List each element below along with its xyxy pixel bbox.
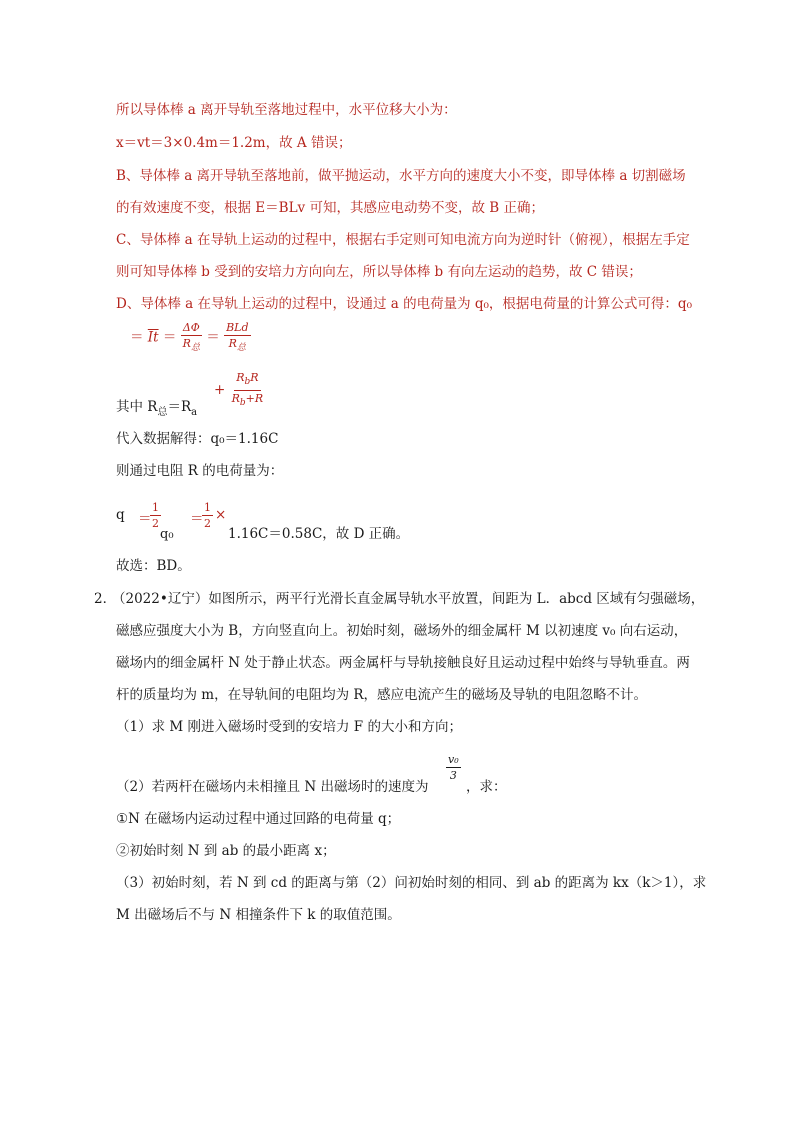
total-resistance-eq: ＝R <box>167 399 192 415</box>
velocity-fraction <box>446 752 461 783</box>
fraction-numerator: 1 <box>152 501 159 514</box>
question-part-2-tail: ，求： <box>466 779 507 795</box>
solution-para-2: x＝vt＝3×0.4m＝1.2m，故 A 错误； <box>116 135 352 151</box>
substitution-line: 代入数据解得：q₀＝1.16C <box>116 431 279 447</box>
fraction-numerator: 1 <box>204 501 211 514</box>
fraction-denominator: 2 <box>152 517 159 530</box>
fraction-numerator: ΔΦ <box>182 321 200 334</box>
q-eq-2: ＝ <box>190 511 204 527</box>
solution-para-1: 所以导体棒 a 离开导轨至落地过程中，水平位移大小为： <box>116 102 457 118</box>
parallel-fraction <box>230 370 266 411</box>
denominator-tail: +R <box>245 392 264 405</box>
charge-formula <box>130 320 251 356</box>
formula-eq: ＝ <box>130 329 144 346</box>
solution-c-line-2: 则可知导体棒 b 受到的安培力方向向左，所以导体棒 b 有向左运动的趋势，故 C 错误； <box>116 264 642 280</box>
question-part-3-line-2: M 出磁场后不与 N 相撞条件下 k 的取值范围。 <box>116 907 401 923</box>
fraction-numerator: BLd <box>226 321 249 334</box>
fraction-denominator: R <box>228 337 237 350</box>
total-resistance-sub-a: a <box>191 407 198 418</box>
solution-b-line-2: 的有效速度不变，根据 E＝BLv 可知，其感应电动势不变，故 B 正确； <box>116 200 544 216</box>
question-sub-2: ②初始时刻 N 到 ab 的最小距离 x； <box>116 843 336 859</box>
half-fraction-2 <box>202 500 213 531</box>
question-part-1: （1）求 M 刚进入磁场时受到的安培力 F 的大小和方向； <box>116 719 462 735</box>
question-line-4: 杆的质量均为 m，在导轨间的电阻均为 R，感应电流产生的磁场及导轨的电阻忽略不计。 <box>116 687 648 703</box>
numerator-r: R <box>236 371 245 384</box>
solution-b-line-1: B、导体棒 a 离开导轨至落地前，做平抛运动，水平方向的速度大小不变，即导体棒 a 切割磁场 <box>116 168 686 184</box>
solution-c-line-1: C、导体棒 a 在导轨上运动的过程中，根据右手定则可知电流方向为逆时针（俯视），根据左手定 <box>116 232 690 248</box>
numerator-tail: R <box>250 371 259 384</box>
denominator-subscript: 总 <box>236 343 246 353</box>
q-eq-1: ＝ <box>138 511 152 527</box>
formula-average-current: $\overline{It}$ <box>147 329 159 346</box>
numerator-sub: b <box>244 377 251 387</box>
q-result: 1.16C＝0.58C，故 D 正确。 <box>228 526 410 542</box>
question-number: 2． <box>94 591 117 607</box>
formula-fraction-bld <box>224 320 250 356</box>
denominator-sub: b <box>239 398 246 408</box>
q-symbol: q <box>116 507 125 523</box>
fraction-denominator: 2 <box>204 517 211 530</box>
resistor-charge-intro: 则通过电阻 R 的电荷量为： <box>116 463 284 479</box>
times-sign: × <box>215 507 227 523</box>
total-resistance-prefix: 其中 R <box>116 399 158 415</box>
formula-fraction-flux <box>181 320 202 356</box>
question-line-3: 磁场内的细金属杆 N 处于静止状态。两金属杆与导轨接触良好且运动过程中始终与导轨垂直。两 <box>116 655 690 671</box>
solution-d-line-1: D、导体棒 a 在导轨上运动的过程中，设通过 a 的电荷量为 q₀，根据电荷量的计算公式可得：q₀ <box>116 296 692 312</box>
total-resistance-line <box>116 397 197 423</box>
formula-eq-3: ＝ <box>206 329 220 346</box>
total-resistance-sub: 总 <box>157 407 168 418</box>
question-part-2: （2）若两杆在磁场内未相撞且 N 出磁场时的速度为 <box>116 779 429 795</box>
answer-line: 故选：BD。 <box>116 558 191 574</box>
q0-symbol: q₀ <box>160 527 174 542</box>
fraction-denominator: R <box>182 337 191 350</box>
question-line-1: （2022•辽宁）如图所示，两平行光滑长直金属导轨水平放置，间距为 L．abcd 区域有匀强磁场， <box>112 591 705 607</box>
formula-plus: + <box>214 382 226 398</box>
formula-eq-2: ＝ <box>162 329 177 346</box>
denominator-r: R <box>231 392 240 405</box>
question-sub-1: ①N 在磁场内运动过程中通过回路的电荷量 q； <box>116 811 401 827</box>
question-part-3-line-1: （3）初始时刻，若 N 到 cd 的距离与第（2）问初始时刻的相同、到 ab 的距离为 kx（k＞1），求 <box>116 875 707 891</box>
fraction-numerator: v₀ <box>448 753 459 766</box>
fraction-denominator: 3 <box>449 769 457 782</box>
question-line-2: 磁感应强度大小为 B，方向竖直向上。初始时刻，磁场外的细金属杆 M 以初速度 v₀ 向右运动， <box>116 623 688 639</box>
denominator-subscript: 总 <box>190 343 200 353</box>
parallel-resistance-formula <box>214 370 265 411</box>
